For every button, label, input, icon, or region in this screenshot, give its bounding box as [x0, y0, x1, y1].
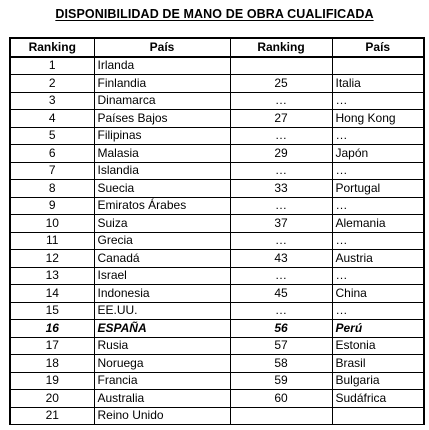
cell-ranking-right: … — [230, 302, 332, 320]
table-header-row — [10, 38, 424, 57]
cell-country-right: … — [332, 197, 424, 215]
cell-ranking-right: 45 — [230, 285, 332, 303]
table-row — [10, 250, 424, 268]
cell-country-left: Suiza — [94, 215, 230, 233]
cell-ranking-left: 11 — [10, 232, 94, 250]
table-row — [10, 162, 424, 180]
cell-country-left: Islandia — [94, 162, 230, 180]
header-country-left: País — [94, 38, 230, 57]
table-row — [10, 197, 424, 215]
cell-country-left: Francia — [94, 372, 230, 390]
cell-country-left: Canadá — [94, 250, 230, 268]
cell-country-right: Sudáfrica — [332, 390, 424, 408]
cell-country-left: Finlandia — [94, 75, 230, 93]
table-row — [10, 57, 424, 75]
cell-ranking-right: 59 — [230, 372, 332, 390]
cell-country-left: Irlanda — [94, 57, 230, 75]
cell-country-right: Estonia — [332, 337, 424, 355]
table-row — [10, 267, 424, 285]
cell-country-left: Australia — [94, 390, 230, 408]
cell-ranking-right: 43 — [230, 250, 332, 268]
cell-country-right: … — [332, 162, 424, 180]
cell-country-left: Noruega — [94, 355, 230, 373]
cell-ranking-left: 16 — [10, 320, 94, 338]
cell-ranking-left: 18 — [10, 355, 94, 373]
cell-country-left: ESPAÑA — [94, 320, 230, 338]
cell-ranking-right — [230, 407, 332, 425]
cell-country-right: Austria — [332, 250, 424, 268]
table-row — [10, 355, 424, 373]
cell-ranking-left: 15 — [10, 302, 94, 320]
cell-country-left: Suecia — [94, 180, 230, 198]
cell-ranking-right: … — [230, 197, 332, 215]
table-row — [10, 110, 424, 128]
cell-country-right: … — [332, 302, 424, 320]
cell-ranking-left: 6 — [10, 145, 94, 163]
cell-country-right: Japón — [332, 145, 424, 163]
cell-country-right: Portugal — [332, 180, 424, 198]
cell-country-right: Bulgaria — [332, 372, 424, 390]
table-row — [10, 215, 424, 233]
cell-ranking-left: 5 — [10, 127, 94, 145]
cell-ranking-left: 10 — [10, 215, 94, 233]
table-row — [10, 75, 424, 93]
ranking-table — [9, 37, 425, 425]
header-ranking-right: Ranking — [230, 38, 332, 57]
cell-ranking-right: … — [230, 162, 332, 180]
cell-country-left: Indonesia — [94, 285, 230, 303]
table-row — [10, 320, 424, 338]
cell-country-right: Hong Kong — [332, 110, 424, 128]
table-title-text: DISPONIBILIDAD DE MANO DE OBRA CUALIFICADA — [55, 7, 374, 21]
cell-country-left: EE.UU. — [94, 302, 230, 320]
cell-ranking-right: 27 — [230, 110, 332, 128]
cell-ranking-right: 33 — [230, 180, 332, 198]
table-row — [10, 407, 424, 425]
table-row — [10, 127, 424, 145]
cell-country-right: Italia — [332, 75, 424, 93]
cell-ranking-left: 1 — [10, 57, 94, 75]
cell-country-right: … — [332, 92, 424, 110]
cell-ranking-right: 25 — [230, 75, 332, 93]
cell-country-left: Países Bajos — [94, 110, 230, 128]
cell-country-left: Dinamarca — [94, 92, 230, 110]
cell-ranking-right: … — [230, 92, 332, 110]
cell-ranking-right: … — [230, 232, 332, 250]
cell-ranking-left: 7 — [10, 162, 94, 180]
cell-ranking-left: 13 — [10, 267, 94, 285]
cell-country-left: Malasia — [94, 145, 230, 163]
cell-ranking-right: 29 — [230, 145, 332, 163]
cell-ranking-right: 37 — [230, 215, 332, 233]
cell-ranking-left: 4 — [10, 110, 94, 128]
cell-ranking-right — [230, 57, 332, 75]
header-country-right: País — [332, 38, 424, 57]
table-title — [0, 7, 429, 21]
cell-country-right: Brasil — [332, 355, 424, 373]
table-row — [10, 232, 424, 250]
cell-country-right: Perú — [332, 320, 424, 338]
cell-ranking-left: 20 — [10, 390, 94, 408]
cell-ranking-left: 3 — [10, 92, 94, 110]
cell-country-right: China — [332, 285, 424, 303]
table-row — [10, 285, 424, 303]
cell-ranking-right: … — [230, 267, 332, 285]
cell-ranking-right: 57 — [230, 337, 332, 355]
cell-ranking-right: … — [230, 127, 332, 145]
cell-country-left: Grecia — [94, 232, 230, 250]
cell-country-right: Alemania — [332, 215, 424, 233]
table-row — [10, 92, 424, 110]
cell-ranking-left: 12 — [10, 250, 94, 268]
cell-ranking-left: 21 — [10, 407, 94, 425]
cell-country-right — [332, 57, 424, 75]
table-row — [10, 145, 424, 163]
cell-country-left: Filipinas — [94, 127, 230, 145]
cell-ranking-right: 60 — [230, 390, 332, 408]
cell-ranking-left: 2 — [10, 75, 94, 93]
cell-country-left: Israel — [94, 267, 230, 285]
table-row — [10, 180, 424, 198]
cell-ranking-right: 56 — [230, 320, 332, 338]
cell-ranking-right: 58 — [230, 355, 332, 373]
cell-country-left: Emiratos Árabes — [94, 197, 230, 215]
cell-country-left: Rusia — [94, 337, 230, 355]
cell-ranking-left: 17 — [10, 337, 94, 355]
table-body — [10, 57, 424, 425]
cell-ranking-left: 19 — [10, 372, 94, 390]
table-row — [10, 390, 424, 408]
table-row — [10, 337, 424, 355]
cell-ranking-left: 14 — [10, 285, 94, 303]
cell-country-right: … — [332, 232, 424, 250]
table-row — [10, 302, 424, 320]
cell-ranking-left: 9 — [10, 197, 94, 215]
header-ranking-left: Ranking — [10, 38, 94, 57]
cell-country-right — [332, 407, 424, 425]
cell-country-left: Reino Unido — [94, 407, 230, 425]
cell-country-right: … — [332, 267, 424, 285]
table-row — [10, 372, 424, 390]
cell-country-right: … — [332, 127, 424, 145]
cell-ranking-left: 8 — [10, 180, 94, 198]
